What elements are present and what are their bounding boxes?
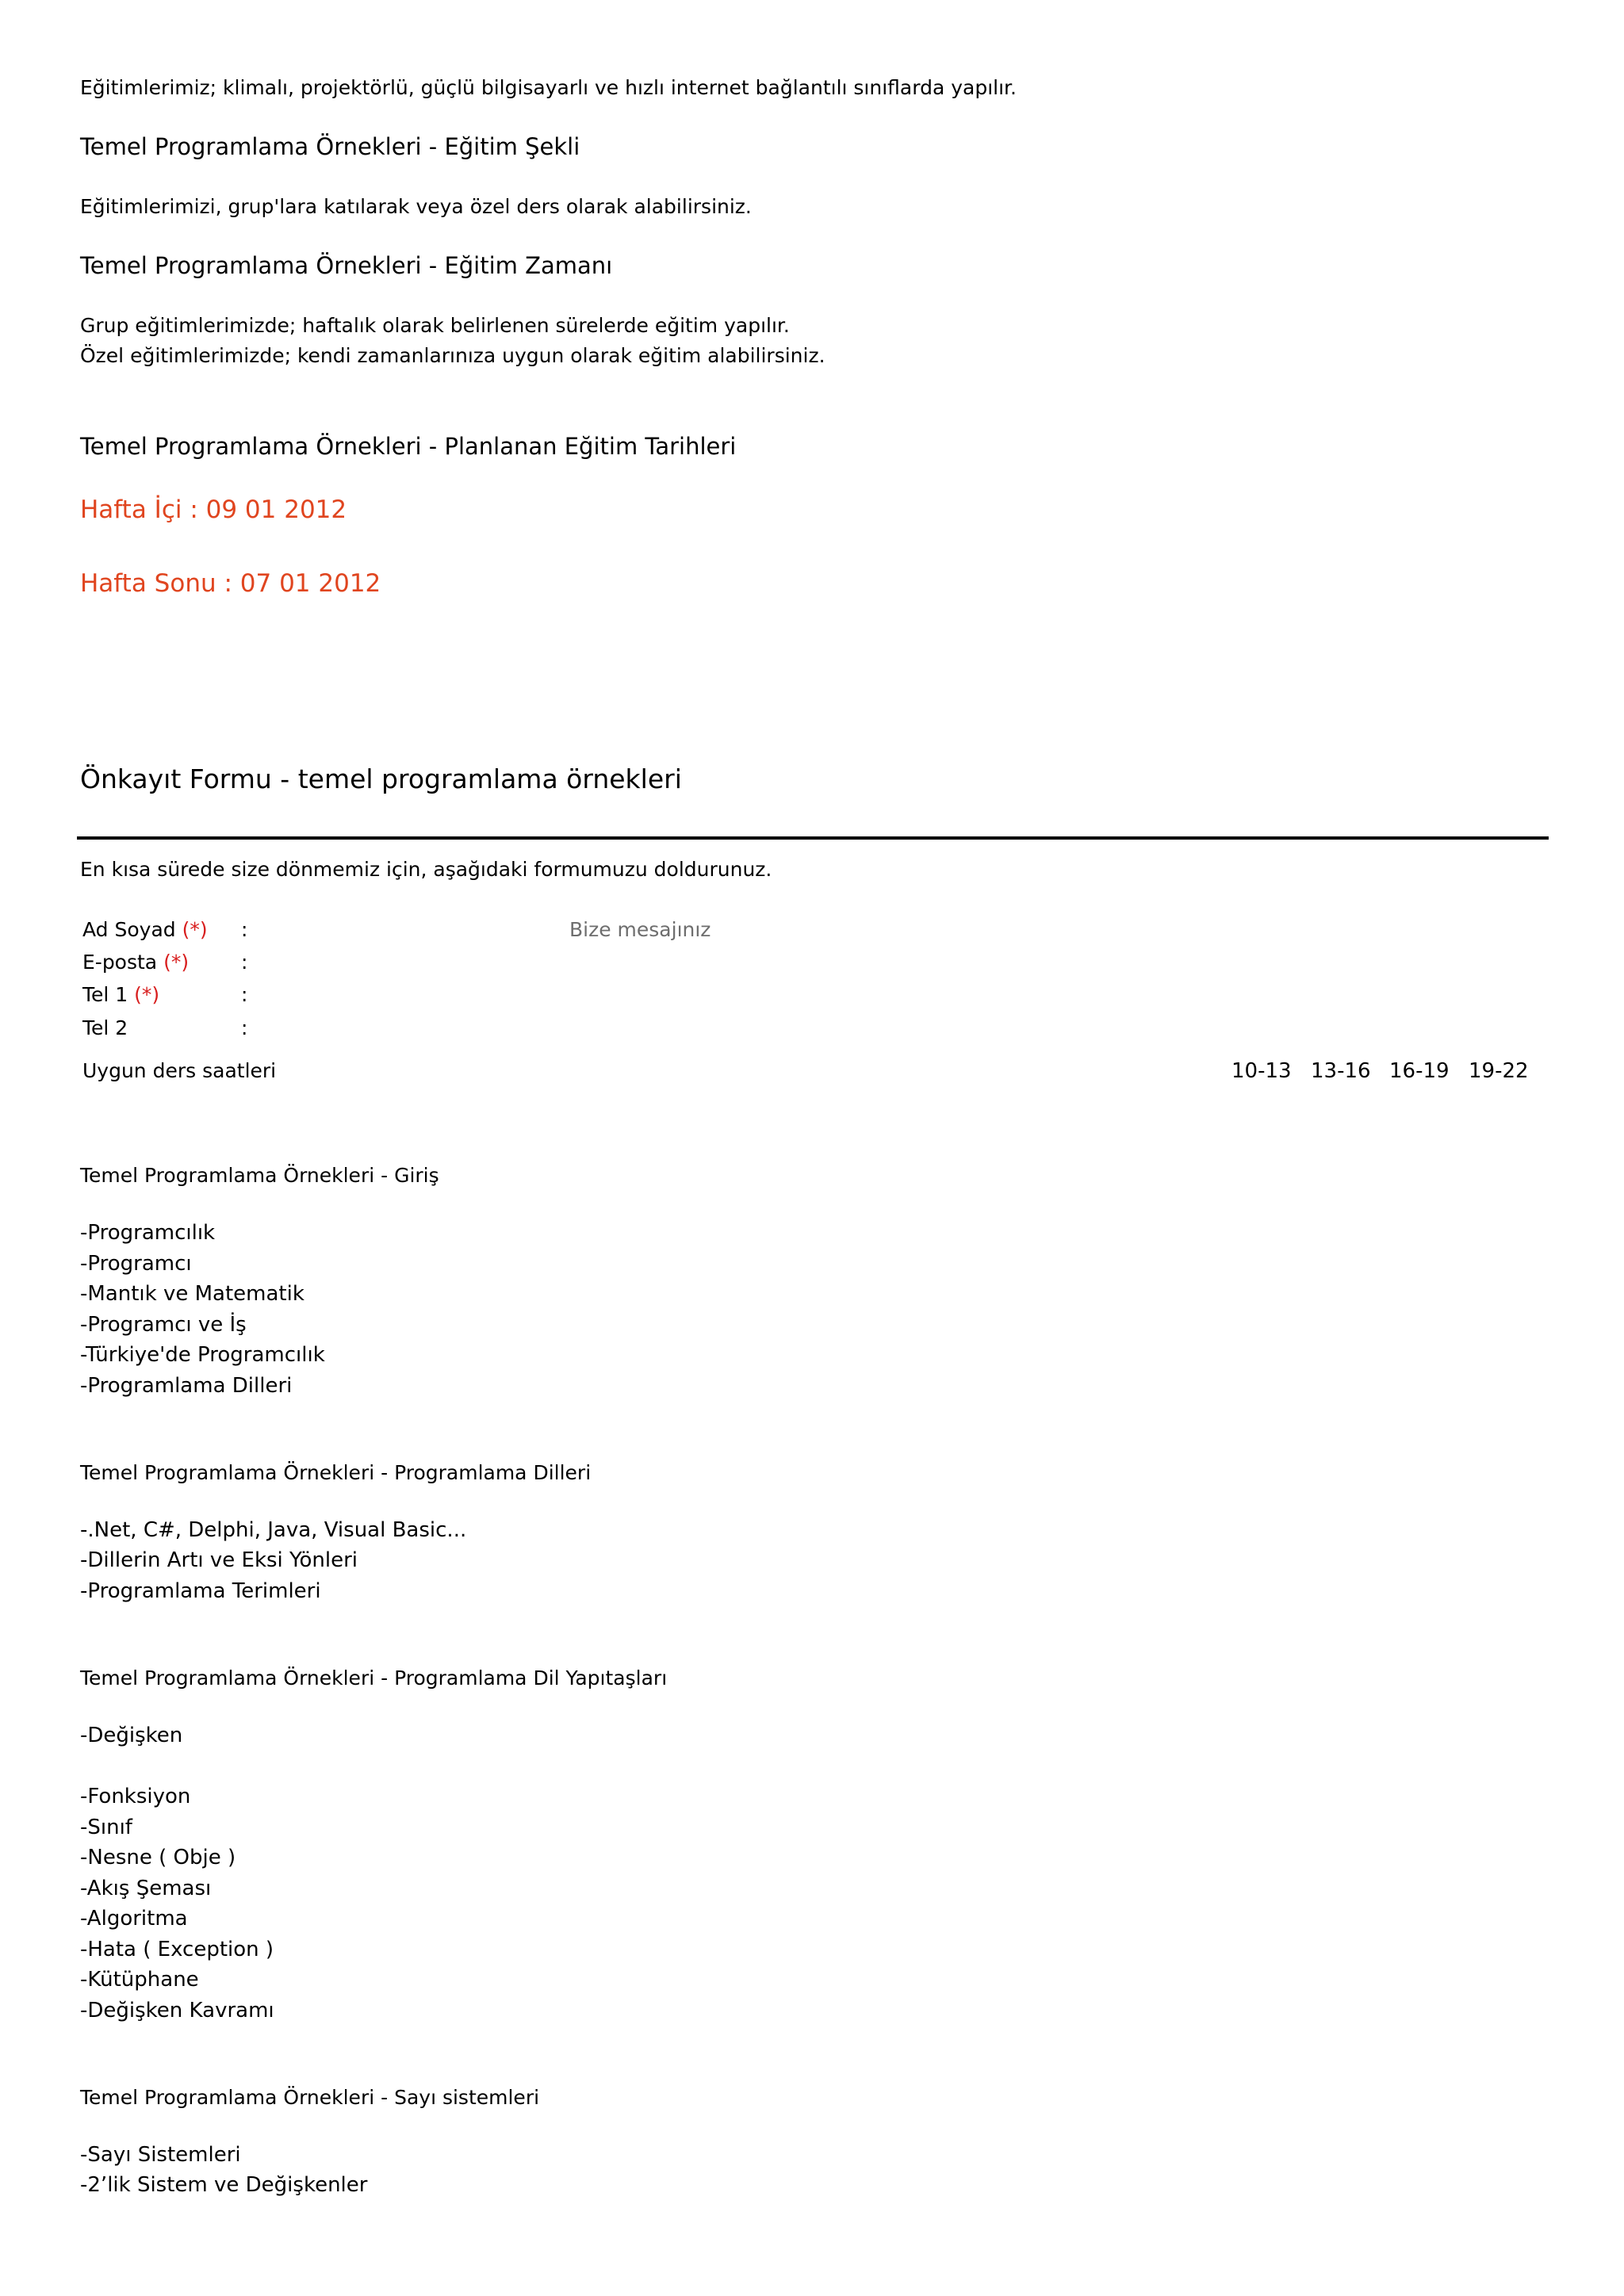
tel1-colon: : [241,983,248,1006]
section-number-systems-title: Temel Programlama Örnekleri - Sayı sistemleri [80,2086,540,2109]
education-time-heading: Temel Programlama Örnekleri - Eğitim Zamanı [80,252,613,279]
required-mark: (*) [134,983,160,1006]
list-item: -Programlama Dilleri [80,1374,293,1398]
weekday-date: Hafta İçi : 09 01 2012 [80,496,347,524]
name-label: Ad Soyad (*) [82,918,208,941]
name-input[interactable] [262,915,547,943]
list-item: -Programcılık [80,1221,216,1245]
weekend-date: Hafta Sonu : 07 01 2012 [80,569,381,598]
name-colon: : [241,918,248,941]
hour-slot-16-19[interactable]: 16-19 [1389,1059,1450,1083]
list-item: -Sayı Sistemleri [80,2143,241,2167]
list-item: -Programcı ve İş [80,1313,247,1337]
education-type-heading: Temel Programlama Örnekleri - Eğitim Şekli [80,133,580,160]
section-intro-title: Temel Programlama Örnekleri - Giriş [80,1164,439,1187]
hour-slot-19-22[interactable]: 19-22 [1469,1059,1529,1083]
form-divider [77,836,1549,840]
tel2-colon: : [241,1016,248,1039]
list-item: -Akış Şeması [80,1877,212,1900]
list-item: -Kütüphane [80,1968,199,1992]
email-input[interactable] [262,947,547,976]
education-time-line-1: Grup eğitimlerimizde; haftalık olarak belirlenen sürelerde eğitim yapılır. [80,314,790,337]
list-item: -Dillerin Artı ve Eksi Yönleri [80,1548,358,1572]
section-building-blocks-title: Temel Programlama Örnekleri - Programlama Dil Yapıtaşları [80,1667,668,1689]
list-item: -Sınıf [80,1816,132,1839]
education-type-text: Eğitimlerimizi, grup'lara katılarak veya özel ders olarak alabilirsiniz. [80,195,752,218]
education-time-line-2: Özel eğitimlerimizde; kendi zamanlarınıza uygun olarak eğitim alabilirsiniz. [80,344,825,367]
list-item: -Programlama Terimleri [80,1579,321,1603]
section-languages-title: Temel Programlama Örnekleri - Programlama Dilleri [80,1461,592,1484]
preregistration-form-title: Önkayıt Formu - temel programlama örnekleri [80,763,682,794]
list-item: -Hata ( Exception ) [80,1938,274,1961]
list-item: -Değişken Kavramı [80,1999,274,2022]
hour-slot-10-13[interactable]: 10-13 [1231,1059,1292,1083]
email-colon: : [241,951,248,974]
tel2-label: Tel 2 [82,1016,128,1039]
tel2-input[interactable] [262,1013,547,1042]
list-item: -.Net, C#, Delphi, Java, Visual Basic... [80,1518,467,1542]
list-item: -Programcı [80,1252,192,1276]
message-input[interactable] [569,913,1061,945]
hour-slot-13-16[interactable]: 13-16 [1311,1059,1371,1083]
form-instruction: En kısa sürede size dönmemiz için, aşağıdaki formumuzu doldurunuz. [80,858,772,881]
email-label: E-posta (*) [82,951,190,974]
required-mark: (*) [182,918,208,941]
list-item: -Fonksiyon [80,1785,191,1808]
tel1-label: Tel 1 (*) [82,983,160,1006]
list-item: -Türkiye'de Programcılık [80,1343,325,1367]
list-item: -Nesne ( Obje ) [80,1846,236,1869]
planned-dates-heading: Temel Programlama Örnekleri - Planlanan Eğitim Tarihleri [80,433,737,460]
list-item: -Değişken [80,1724,183,1747]
tel1-input[interactable] [262,980,547,1008]
available-hours-label: Uygun ders saatleri [82,1059,277,1082]
list-item: -Mantık ve Matematik [80,1282,304,1306]
required-mark: (*) [163,951,190,974]
facilities-text: Eğitimlerimiz; klimalı, projektörlü, güçlü bilgisayarlı ve hızlı internet bağlantılı sınıflarda yapılır. [80,76,1017,99]
list-item: -2’lik Sistem ve Değişkenler [80,2173,368,2197]
list-item: -Algoritma [80,1907,188,1931]
